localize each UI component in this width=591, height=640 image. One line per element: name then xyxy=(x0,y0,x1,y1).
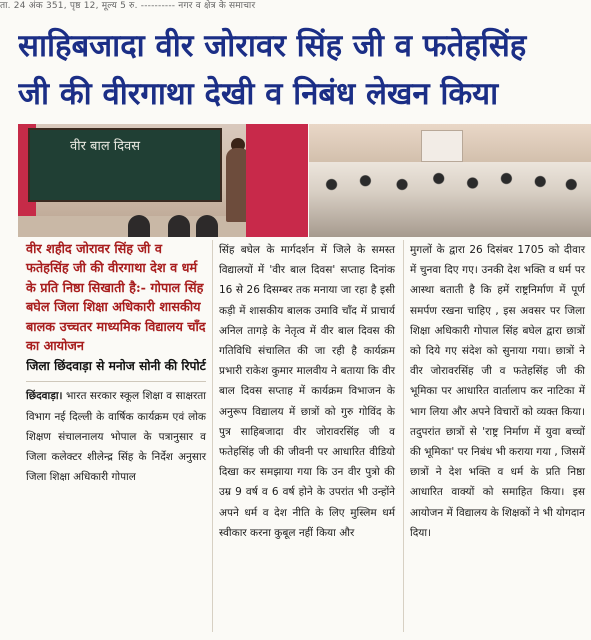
photo-students-seated xyxy=(309,124,591,237)
column-1 xyxy=(26,240,206,487)
window xyxy=(421,130,463,162)
students-crowd xyxy=(309,162,591,237)
divider xyxy=(26,381,206,382)
body-text: मुगलों के द्वारा 26 दिसंबर 1705 को दीवार में चुनवा दिए गए। उनकी देश भक्ति व धर्म पर आस्था बताती है कि हमें राष्ट्रनिर्माण में पूर्ण समर्पण रखना चाहिए , इस अवसर पर जिला शिक्षा अधिकारी गोपाल सिंह बघेल द्वारा छात्रों को दिये गए संदेश को सुनाया गया। छात्रों ने वीर जोरावरसिंह जी व फतेहसिंह जी की भूमिका पर आधारित वार्तालाप कर नाटिका में भाग लिया और अपने विचारों को व्यक्त किया।तदुपरांत छात्रों से 'राष्ट्र निर्माण में युवा बच्चों की भूमिका' पर निबंध भी कराया गया , जिसमें छात्रों ने देश भक्ति व धर्म के प्रति निष्ठा आधारित वाक्यों को समाहित किया। इस आयोजन में विद्यालय के शिक्षकों ने भी योगदान दिया। xyxy=(410,244,585,539)
dateline: छिंदवाड़ा। xyxy=(26,390,63,403)
lead-paragraph xyxy=(26,386,206,487)
highlight-subheading: वीर शहीद जोरावर सिंह जी व फतेहसिंह जी की वीरगाथा देश व धर्म के प्रति निष्ठा सिखाती है:- गोपाल सिंह बघेल जिला शिक्षा अधिकारी शासकीय बालक उच्चतर माध्यमिक विद्यालय चाँद का आयोजन xyxy=(26,242,206,355)
column-3 xyxy=(410,240,585,543)
headline-line-2: जी की वीरगाथा देखी व निबंध लेखन किया xyxy=(18,76,499,112)
reporter-byline: जिला छिंदवाड़ा से मनोज सोनी की रिपोर्ट xyxy=(26,359,206,374)
headline-line-1: साहिबजादा वीर जोरावर सिंह जी व फतेहसिंह xyxy=(18,28,527,64)
column-2 xyxy=(219,240,395,543)
headline xyxy=(18,22,584,118)
photo-classroom-board xyxy=(18,124,308,237)
top-strip: ता. 24 अंक 351, पृष्ठ 12, मूल्य 5 रु. ---------- नगर व क्षेत्र के समाचार xyxy=(0,1,256,11)
body-text: सिंह बघेल के मार्गदर्शन में जिले के समस्त विद्यालयों में 'वीर बाल दिवस' सप्ताह दिनांक 16 से 26 दिसम्बर तक मनाया जा रहा है इसी कड़ी में शासकीय बालक उमावि चाँद में प्राचार्य अनिल तागड़े के नेतृत्व में वीर बाल दिवस की गतिविधि संचालित की जा रही है कार्यक्रम प्रभारी राकेश कुमार मालवीय ने बताया कि वीर बाल दिवस सप्ताह में कार्यक्रम विभाजन के अनुरूप विद्यालय में छात्रों को गुरु गोविंद के पुत्र साहिबजादा वीर जोरावरसिंह जी व फतेहसिंह जी की जीवनी पर आधारित वीडियो दिखा कर समझाया गया कि उन वीर पुत्रो की उम्र 9 वर्ष व 6 वर्ष होने के उपरांत भी उन्होंने अपने धर्म व देश नीति के लिए मुस्लिम धर्म स्वीकार करना कुबूल नहीं किया और xyxy=(219,244,395,539)
column-divider xyxy=(403,240,404,632)
curtain-right xyxy=(246,124,308,237)
blackboard xyxy=(28,128,222,202)
board-text: वीर बाल दिवस xyxy=(70,139,141,154)
student-head xyxy=(168,215,190,237)
student-head xyxy=(128,215,150,237)
student-head xyxy=(196,215,218,237)
body-text: भारत सरकार स्कूल शिक्षा व साक्षरता विभाग नई दिल्ली के वार्षिक कार्यक्रम एवं लोक शिक्षण संचालनालय भोपाल के पत्रानुसार व जिला कलेक्टर शीलेन्द्र सिंह के निर्देश अनुसार जिला शिक्षा अधिकारी गोपाल xyxy=(26,390,206,484)
column-divider xyxy=(212,240,213,632)
